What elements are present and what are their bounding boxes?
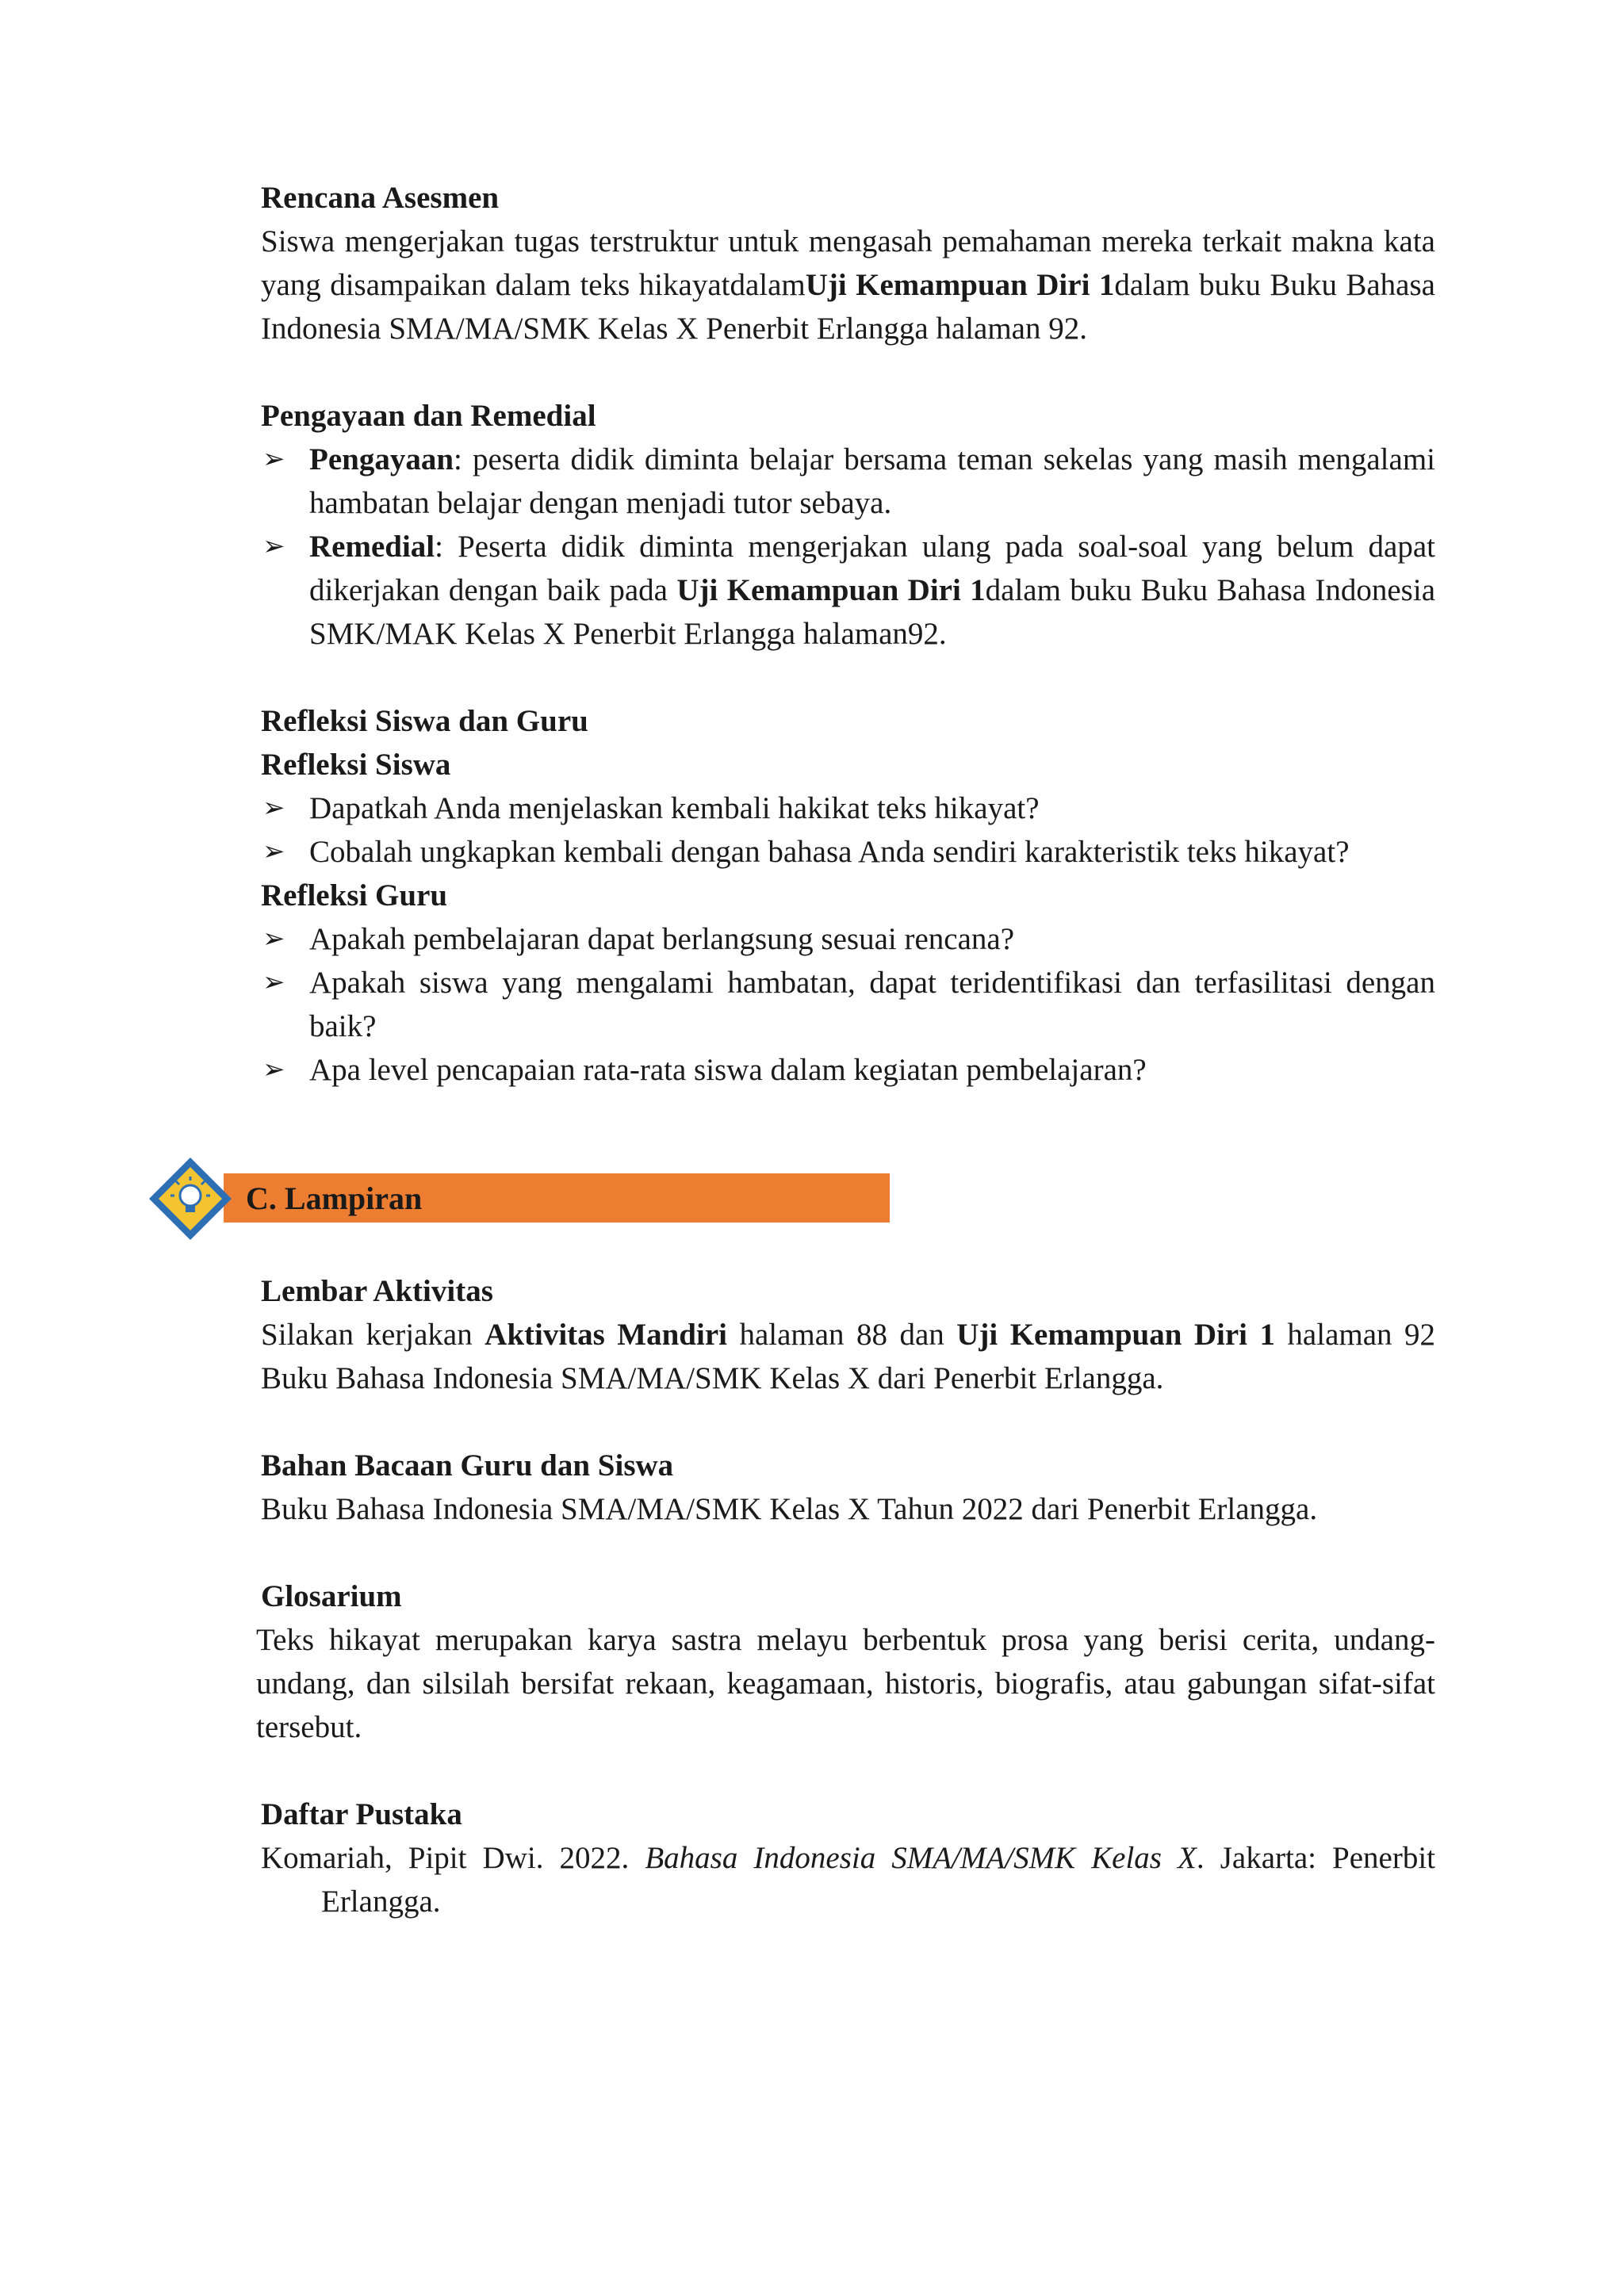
glosarium-text: Teks hikayat merupakan karya sastra melayu berbentuk prosa yang berisi cerita, undang-undang, dan silsilah bersifat rekaan, keagamaan, historis, biografis, atau gabungan sifat-sifat tersebut.	[256, 1623, 1435, 1744]
list-item	[261, 961, 1435, 1048]
rencana-text-1: Siswa mengerjakan tugas terstruktur untuk mengasah pemahaman mereka terkait makna kata yang disampaikan dalam teks hikayatdalam	[261, 224, 1435, 302]
pengayaan-remedial-heading: Pengayaan dan Remedial	[261, 399, 596, 433]
pustaka-title: Bahasa Indonesia SMA/MA/SMK Kelas X	[645, 1841, 1197, 1875]
remedial-text-2: dalam buku Buku Bahasa Indonesia SMK/MAK Kelas X Penerbit Erlangga halaman92.	[309, 573, 1436, 651]
arrow-bullet-icon: ➢	[262, 530, 285, 562]
pustaka-text-2: . Jakarta: Penerbit Erlangga.	[321, 1841, 1436, 1919]
lembar-text-1: Silakan kerjakan	[261, 1318, 485, 1352]
lembar-aktivitas-heading: Lembar Aktivitas	[261, 1274, 493, 1308]
list-item-text: Apakah pembelajaran dapat berlangsung sesuai rencana?	[309, 922, 1015, 956]
remedial-text: : Peserta didik diminta mengerjakan ulang pada soal-soal yang belum dapat dikerjakan dengan baik pada	[309, 530, 1435, 607]
rencana-asesmen-heading: Rencana Asesmen	[261, 181, 500, 215]
list-item	[261, 830, 1435, 874]
section-c-title: C. Lampiran	[246, 1181, 423, 1216]
rencana-asesmen-paragraph	[261, 220, 1435, 350]
list-item-text: Apa level pencapaian rata-rata siswa dalam kegiatan pembelajaran?	[309, 1053, 1147, 1087]
pengayaan-text: : peserta didik diminta belajar bersama teman sekelas yang masih mengalami hambatan belajar dengan menjadi tutor sebaya.	[309, 442, 1435, 520]
lower-content	[256, 1269, 1436, 1923]
arrow-bullet-icon: ➢	[262, 923, 285, 955]
lembar-text-2: halaman 88 dan	[726, 1318, 957, 1352]
lightbulb-icon	[147, 1156, 233, 1242]
bahan-bacaan-text: Buku Bahasa Indonesia SMA/MA/SMK Kelas X Tahun 2022 dari Penerbit Erlangga.	[261, 1492, 1318, 1526]
refleksi-heading: Refleksi Siswa dan Guru	[261, 704, 588, 738]
arrow-bullet-icon: ➢	[262, 443, 285, 475]
upper-content	[261, 176, 1435, 1092]
bahan-bacaan-heading: Bahan Bacaan Guru dan Siswa	[261, 1448, 674, 1483]
arrow-bullet-icon: ➢	[262, 836, 285, 867]
list-item	[261, 786, 1435, 830]
pustaka-text-1: Komariah, Pipit Dwi. 2022.	[261, 1841, 645, 1875]
refleksi-siswa-heading: Refleksi Siswa	[261, 748, 451, 782]
remedial-label: Remedial	[309, 530, 435, 564]
list-item	[261, 1048, 1435, 1092]
lembar-bold-1: Aktivitas Mandiri	[485, 1318, 727, 1352]
arrow-bullet-icon: ➢	[262, 792, 285, 824]
pengayaan-label: Pengayaan	[309, 442, 454, 476]
lembar-aktivitas-paragraph	[261, 1313, 1435, 1400]
arrow-bullet-icon: ➢	[262, 966, 285, 998]
section-c-header	[147, 1156, 893, 1242]
refleksi-guru-list	[261, 917, 1435, 1092]
arrow-bullet-icon: ➢	[262, 1054, 285, 1085]
lembar-text-3: halaman 92 Buku Bahasa Indonesia SMA/MA/SMK Kelas X dari Penerbit Erlangga.	[261, 1318, 1435, 1395]
lembar-bold-2: Uji Kemampuan Diri 1	[956, 1318, 1275, 1352]
glosarium-heading: Glosarium	[261, 1579, 402, 1613]
refleksi-guru-heading: Refleksi Guru	[261, 878, 448, 913]
rencana-bold-1: Uji Kemampuan Diri 1	[805, 268, 1115, 302]
list-item	[261, 917, 1435, 961]
remedial-bold-2: Uji Kemampuan Diri 1	[676, 573, 986, 607]
list-item-text: Cobalah ungkapkan kembali dengan bahasa Anda sendiri karakteristik teks hikayat?	[309, 835, 1350, 869]
list-item-text: Apakah siswa yang mengalami hambatan, dapat teridentifikasi dan terfasilitasi dengan baik?	[309, 966, 1435, 1043]
pengayaan-remedial-list	[261, 438, 1435, 656]
refleksi-siswa-list	[261, 786, 1435, 874]
daftar-pustaka-heading: Daftar Pustaka	[261, 1797, 462, 1831]
rencana-text-2: dalam buku Buku Bahasa Indonesia SMA/MA/SMK Kelas X Penerbit Erlangga halaman 92.	[261, 268, 1435, 346]
list-item-text: Dapatkah Anda menjelaskan kembali hakikat teks hikayat?	[309, 791, 1040, 825]
list-item	[261, 525, 1435, 656]
list-item	[261, 438, 1435, 525]
daftar-pustaka-entry	[261, 1836, 1435, 1923]
